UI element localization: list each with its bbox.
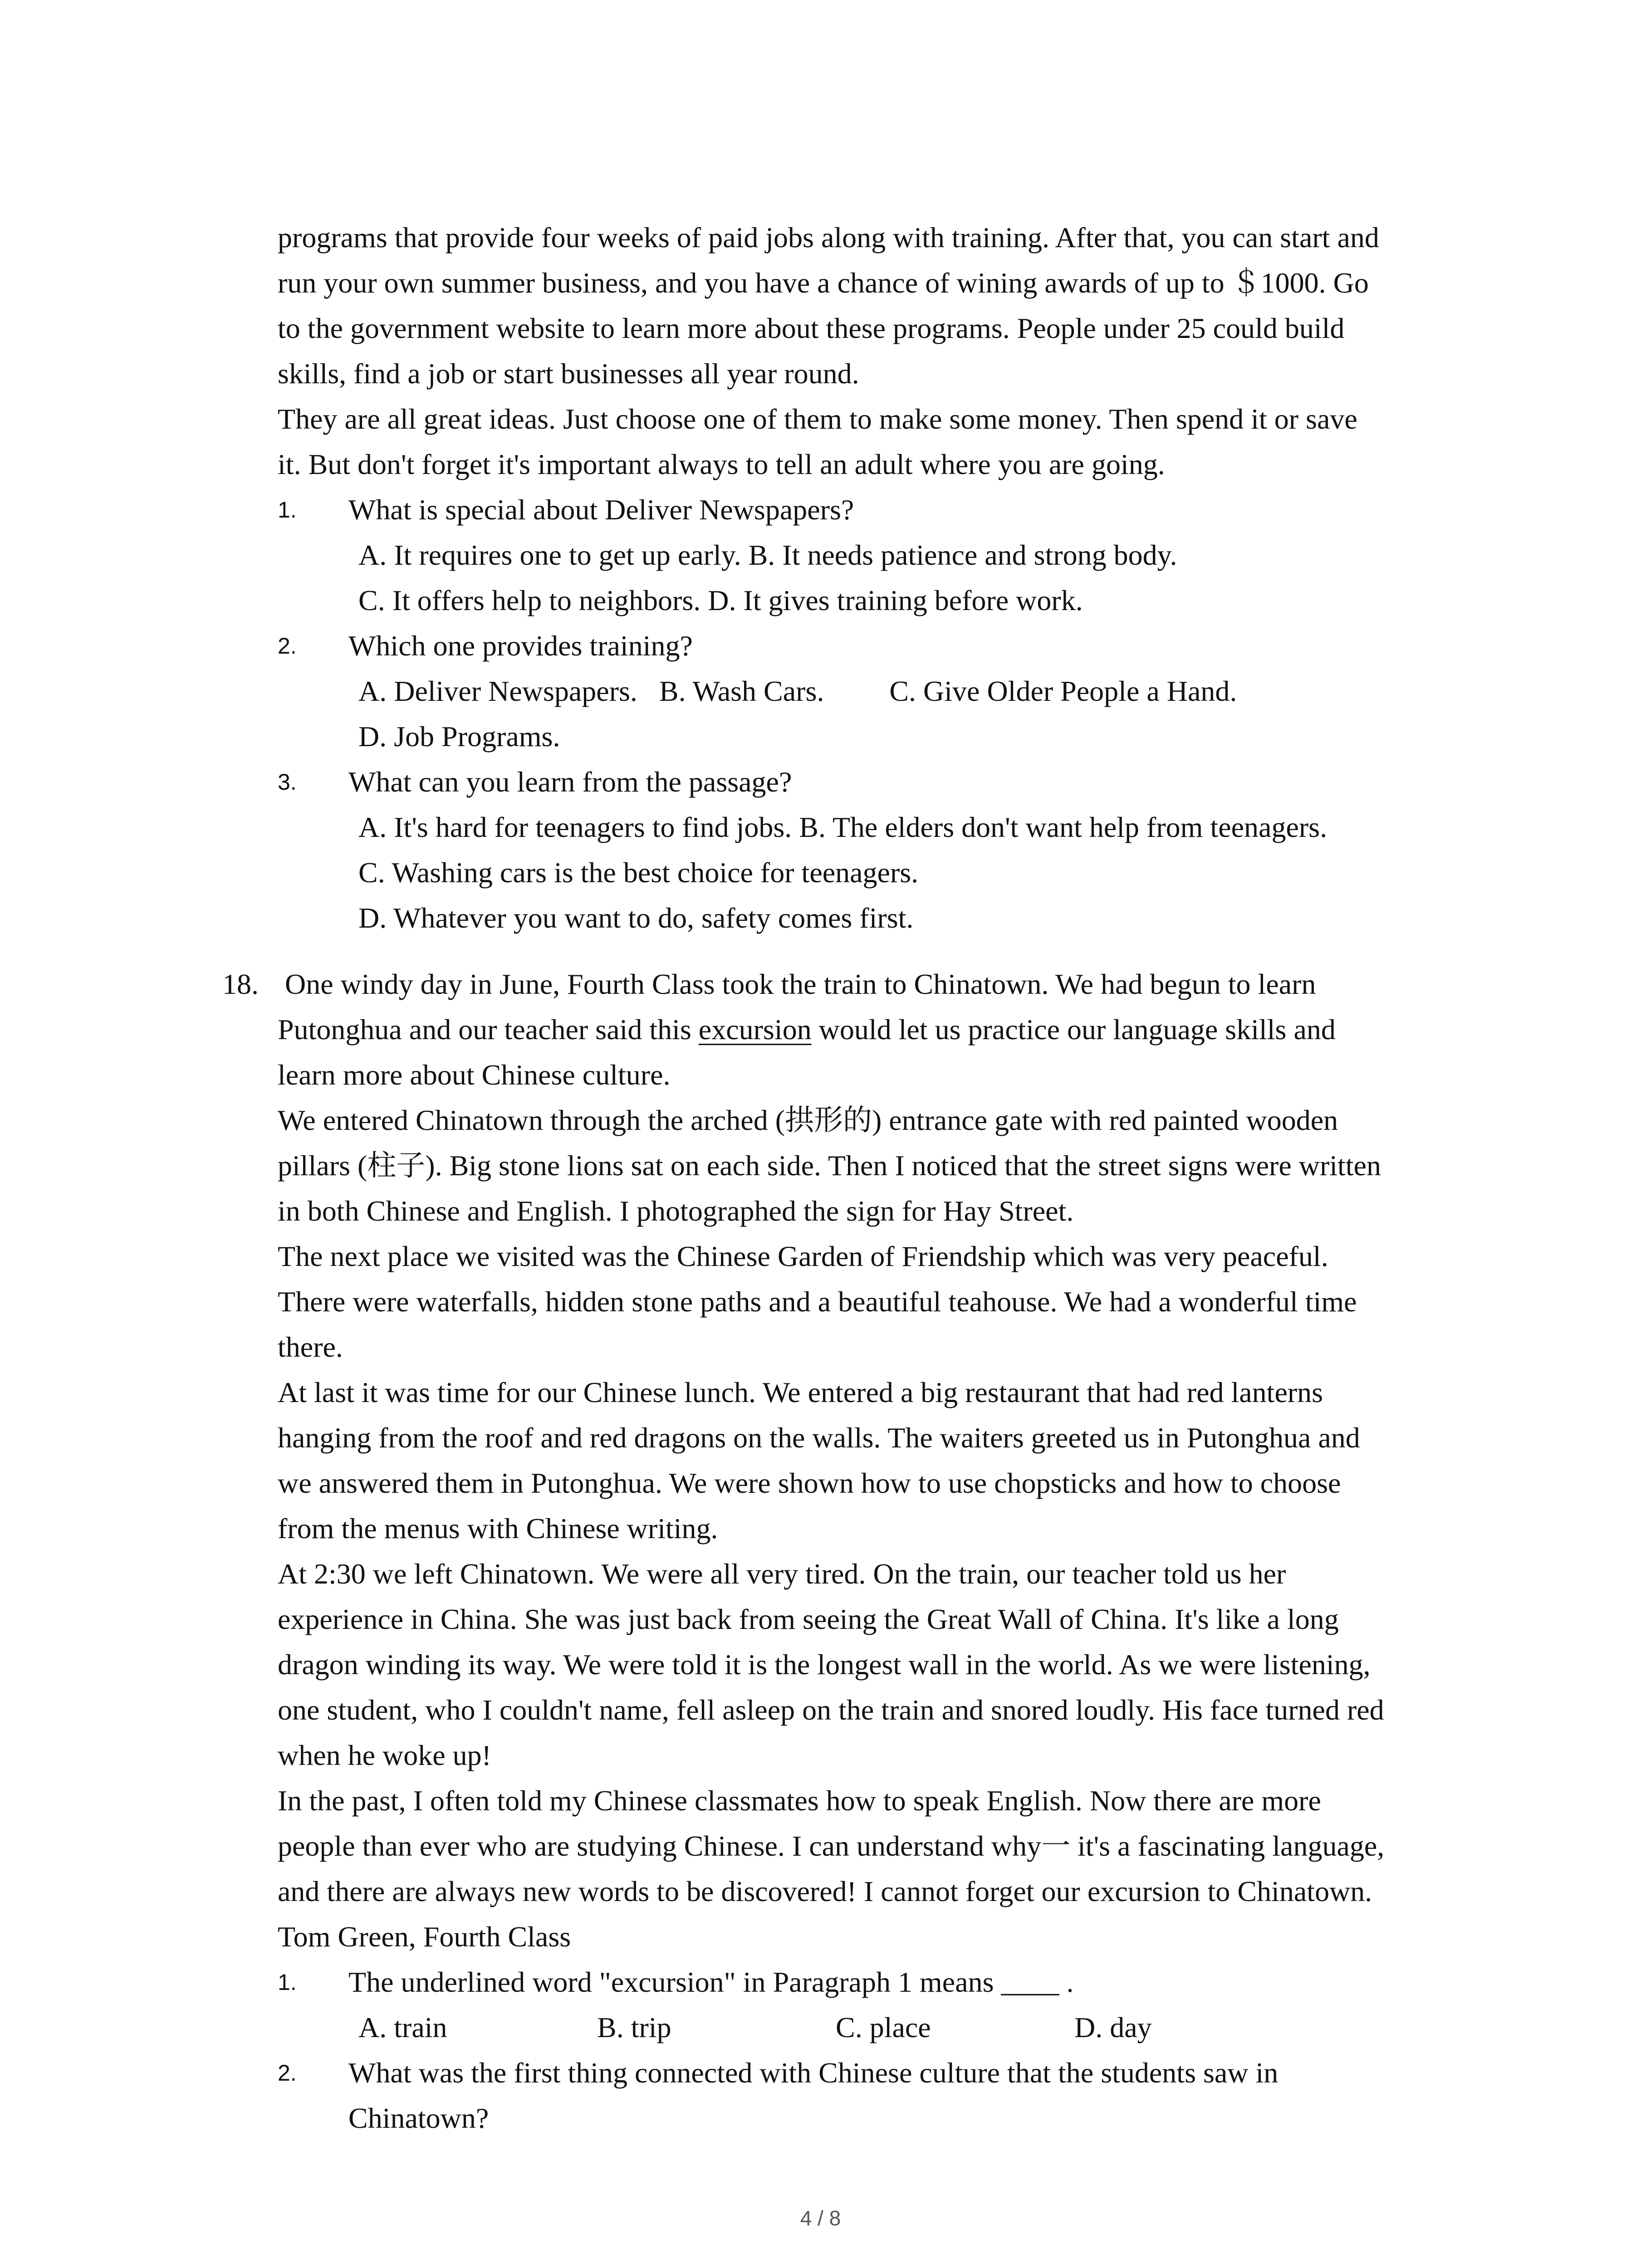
answer-options: D. Job Programs. <box>358 720 560 753</box>
answer-options: C. It offers help to neighbors. D. It gives training before work. <box>358 584 1083 616</box>
passage-line: The next place we visited was the Chinese Garden of Friendship which was very peaceful. <box>278 1240 1328 1272</box>
question-number: 2. <box>278 2060 297 2086</box>
passage-line: run your own summer business, and you have a chance of wining awards of up to ＄1000. Go <box>278 267 1369 299</box>
passage-line: In the past, I often told my Chinese classmates how to speak English. Now there are more <box>278 1784 1321 1817</box>
question-number: 18. <box>222 968 259 1000</box>
passage-line: One windy day in June, Fourth Class took the train to Chinatown. We had begun to learn <box>285 968 1316 1000</box>
passage-line: in both Chinese and English. I photographed the sign for Hay Street. <box>278 1195 1074 1227</box>
passage-line: we answered them in Putonghua. We were shown how to use chopsticks and how to choose <box>278 1467 1341 1499</box>
signature-line: Tom Green, Fourth Class <box>278 1921 571 1953</box>
question-number: 1. <box>278 1970 297 1995</box>
option-d: D. day <box>1074 2011 1152 2043</box>
passage-line: There were waterfalls, hidden stone paths and a beautiful teahouse. We had a wonderful time <box>278 1286 1357 1318</box>
question-text: Which one provides training? <box>348 630 693 662</box>
page-indicator: 4 / 8 <box>800 2206 841 2230</box>
question-number: 3. <box>278 769 297 795</box>
passage-line: it. But don't forget it's important always to tell an adult where you are going. <box>278 448 1165 480</box>
option-c: C. place <box>836 2011 931 2043</box>
question-text: The underlined word "excursion" in Paragraph 1 means ____ . <box>348 1966 1074 1998</box>
question-number: 2. <box>278 633 297 659</box>
passage-line: experience in China. She was just back from seeing the Great Wall of China. It's like a long <box>278 1603 1339 1635</box>
passage-line: learn more about Chinese culture. <box>278 1059 671 1091</box>
question-text: Chinatown? <box>348 2102 489 2134</box>
question-text: What can you learn from the passage? <box>348 766 792 798</box>
answer-options: A. Deliver Newspapers. B. Wash Cars. C. Give Older People a Hand. <box>358 675 1237 707</box>
question-text: What was the first thing connected with Chinese culture that the students saw in <box>348 2057 1279 2089</box>
passage-text: Putonghua and our teacher said this <box>278 1013 699 1046</box>
underlined-word: excursion <box>698 1013 812 1046</box>
passage-line: hanging from the roof and red dragons on the walls. The waiters greeted us in Putonghua and <box>278 1422 1360 1454</box>
answer-options: A. It's hard for teenagers to find jobs. B. The elders don't want help from teenagers. <box>358 811 1327 843</box>
question-number: 1. <box>278 497 297 523</box>
question-text: What is special about Deliver Newspapers? <box>348 494 854 526</box>
passage-line: We entered Chinatown through the arched (拱形的) entrance gate with red painted wooden <box>278 1104 1338 1136</box>
passage-line: At 2:30 we left Chinatown. We were all very tired. On the train, our teacher told us her <box>278 1558 1286 1590</box>
passage-line: At last it was time for our Chinese lunch. We entered a big restaurant that had red lanterns <box>278 1376 1323 1408</box>
passage-line: one student, who I couldn't name, fell asleep on the train and snored loudly. His face turned red <box>278 1694 1384 1726</box>
passage-text: would let us practice our language skills and <box>811 1013 1336 1046</box>
passage-line: people than ever who are studying Chinese. I can understand why一 it's a fascinating language, <box>278 1830 1385 1862</box>
passage-line: dragon winding its way. We were told it is the longest wall in the world. As we were listening, <box>278 1648 1371 1681</box>
passage-line <box>278 1007 1336 1052</box>
option-a: A. train <box>358 2011 447 2043</box>
passage-line: and there are always new words to be discovered! I cannot forget our excursion to Chinatown. <box>278 1875 1372 1907</box>
passage-line: skills, find a job or start businesses all year round. <box>278 357 859 390</box>
passage-line: pillars (柱子). Big stone lions sat on each side. Then I noticed that the street signs were written <box>278 1149 1381 1182</box>
passage-line: from the menus with Chinese writing. <box>278 1512 718 1545</box>
passage-line: there. <box>278 1331 343 1363</box>
passage-line: programs that provide four weeks of paid jobs along with training. After that, you can start and <box>278 221 1379 254</box>
answer-options: D. Whatever you want to do, safety comes first. <box>358 902 914 934</box>
passage-line: when he woke up! <box>278 1739 491 1771</box>
passage-line: to the government website to learn more about these programs. People under 25 could build <box>278 312 1345 344</box>
answer-options: A. It requires one to get up early. B. It needs patience and strong body. <box>358 539 1177 571</box>
option-b: B. trip <box>597 2011 671 2043</box>
answer-options: C. Washing cars is the best choice for teenagers. <box>358 856 919 889</box>
passage-line: They are all great ideas. Just choose one of them to make some money. Then spend it or save <box>278 403 1357 435</box>
